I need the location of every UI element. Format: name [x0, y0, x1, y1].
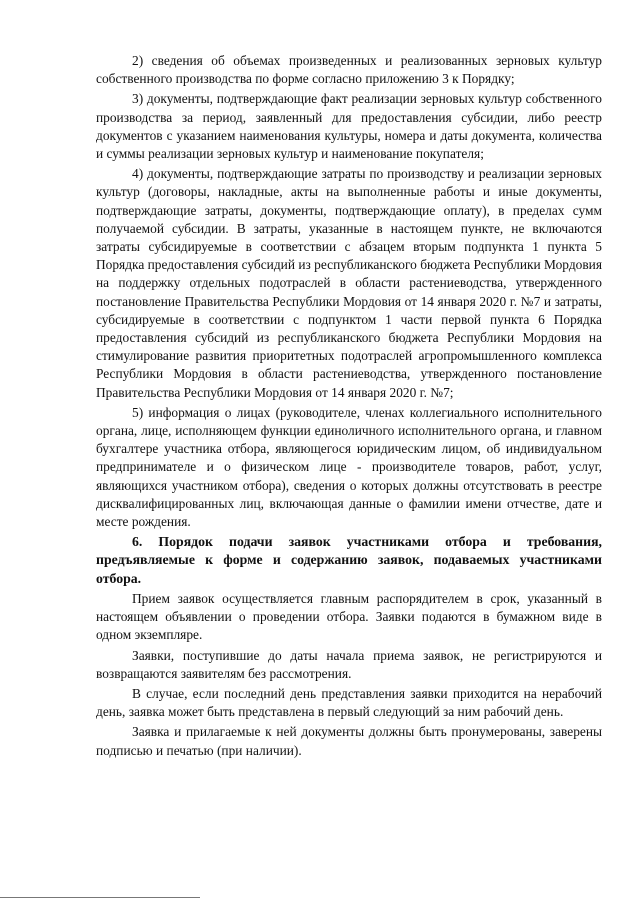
paragraph-item-5: 5) информация о лицах (руководителе, членах коллегиального исполнительного органа, лице, исполняющем функции единоличного исполнительного органа, и главном бухгалтере участника отбора, являющегося юридическим лицом, об индивидуальном предпринимателе и о физическом лице - производителе товаров, работ, услуг, являющихся участником отбора), сведения о которых должны отсутствовать в реестре дисквалифицированных лиц, включающая данные о фамилии имени отчестве, дате и месте рождения.: [96, 404, 602, 530]
document-body: [96, 52, 602, 760]
section-paragraph-nonworking-day: В случае, если последний день представления заявки приходится на нерабочий день, заявка может быть представлена в первый следующий за ним рабочий день.: [96, 685, 602, 720]
section-6-heading: 6. Порядок подачи заявок участниками отбора и требования, предъявляемые к форме и содержанию заявок, подаваемых участниками отбора.: [96, 534, 602, 586]
section-paragraph-early-applications: Заявки, поступившие до даты начала приема заявок, не регистрируются и возвращаются заявителям без рассмотрения.: [96, 647, 602, 681]
paragraph-item-3: 3) документы, подтверждающие факт реализации зерновых культур собственного производства за период, заявленный для предоставления субсидии, либо реестр документов с указанием наименования культуры, номера и даты документа, количества и суммы реализации зерновых культур и наименование покупателя;: [96, 91, 602, 162]
footer-divider: [0, 897, 200, 898]
section-paragraph-numbering: Заявка и прилагаемые к ней документы должны быть пронумерованы, заверены подписью и печатью (при наличии).: [96, 724, 602, 758]
paragraph-item-4: 4) документы, подтверждающие затраты по производству и реализации зерновых культур (договоры, накладные, акты на выполненные работы и иные документы, подтверждающие затраты, документы, подтверждающие оплату), в пределах сумм получаемой субсидии. В затраты, указанные в настоящем пункте, не включаются затраты субсидируемые в соответствии с абзацем вторым подпункта 1 пункта 5 Порядка предоставления субсидий из республиканского бюджета Республики Мордовия на поддержку отдельных подотраслей в области растениеводства, утвержденного постановление Правительства Республики Мордовия от 14 января 2020 г. №7 и затраты, субсидируемые в соответствии с подпунктом 1 части первой пункта 6 Порядка предоставления субсидий из республиканского бюджета Республики Мордовия на стимулирование развития приоритетных подотраслей агропромышленного комплекса Республики Мордовия в области растениеводства, утвержденного постановление Правительства Республики Мордовия от 14 января 2020 г. №7;: [96, 166, 602, 400]
paragraph-item-2: 2) сведения об объемах произведенных и реализованных зерновых культур собственного производства по форме согласно приложению 3 к Порядку;: [96, 53, 602, 87]
section-paragraph-submission-deadline: Прием заявок осуществляется главным распорядителем в срок, указанный в настоящем объявлении о проведении отбора. Заявки подаются в бумажном виде в одном экземпляре.: [96, 590, 602, 643]
